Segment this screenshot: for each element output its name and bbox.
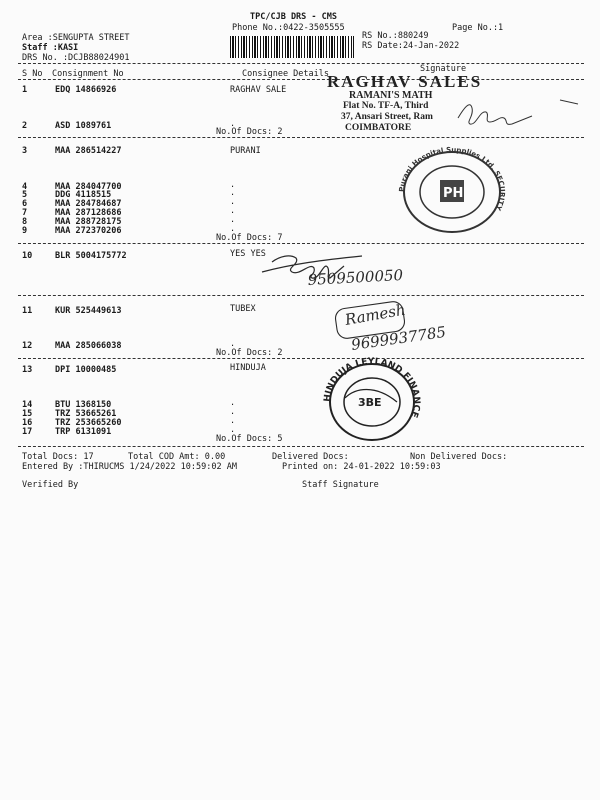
hinduja-stamp: [323, 357, 421, 440]
row-sno: 3: [22, 146, 28, 156]
row-consignee: .: [230, 206, 236, 216]
stamp-company: RAGHAV SALES: [327, 72, 483, 91]
drs-number: DRS No. :DCJB88024901: [22, 53, 130, 63]
staff-label: Staff :KASI: [22, 43, 79, 53]
row-consignee: .: [230, 416, 236, 426]
purani-stamp-ring: Purani Hospital Supplies Ltd. SECURITY: [397, 145, 507, 212]
page-number: Page No.:1: [452, 23, 504, 33]
row-consignee: .: [230, 180, 236, 190]
rs-number: RS No.:880249: [362, 31, 429, 41]
purani-stamp-center: PH: [443, 186, 464, 201]
row-consignee: RAGHAV SALE: [230, 85, 287, 95]
phone-number: Phone No.:0422-3505555: [232, 23, 345, 33]
row-consignment: MAA 288728175: [55, 217, 122, 227]
col-signature: Signature: [420, 64, 467, 74]
row-consignment: MAA 284047700: [55, 182, 122, 192]
docs-count: No.Of Docs: 7: [216, 233, 283, 243]
row-consignment: TRZ 253665260: [55, 418, 122, 428]
row-consignment: EDQ 14866926: [55, 85, 117, 95]
row-consignment: DDG 4118515: [55, 190, 112, 200]
row-sno: 5: [22, 190, 28, 200]
row-consignee: YES YES: [230, 249, 266, 259]
row-consignment: TRZ 53665261: [55, 409, 117, 419]
docs-count: No.Of Docs: 5: [216, 434, 283, 444]
row11-handwritten-name: Ramesh: [343, 300, 407, 329]
row-consignee: .: [230, 425, 236, 435]
col-consignment: Consignment No: [52, 69, 124, 79]
row-consignee: .: [230, 215, 236, 225]
row-consignment: MAA 285066038: [55, 341, 122, 351]
stamp-line: COIMBATORE: [345, 123, 412, 130]
rs-date: RS Date:24-Jan-2022: [362, 41, 460, 51]
staff-signature: Staff Signature: [302, 480, 379, 490]
raghav-signature: [458, 105, 532, 125]
drs-title: TPC/CJB DRS - CMS: [250, 12, 337, 22]
row-consignee: .: [230, 119, 236, 129]
row-consignee: .: [230, 224, 236, 234]
svg-text:HINDUJA LEYLAND FINANCE: [323, 357, 421, 419]
row-sno: 9: [22, 226, 28, 236]
row-consignee: .: [230, 407, 236, 417]
col-consignee: Consignee Details: [242, 69, 329, 79]
verified-by: Verified By: [22, 480, 79, 490]
docs-count: No.Of Docs: 2: [216, 348, 283, 358]
row-consignee: .: [230, 398, 236, 408]
stamp-line: RAMANI'S MATH: [349, 90, 433, 101]
row-consignment: MAA 287128686: [55, 208, 122, 218]
area-label: Area :SENGUPTA STREET: [22, 33, 130, 43]
row-consignee: .: [230, 339, 236, 349]
col-sno: S No: [22, 69, 43, 79]
hinduja-stamp-center: 3BE: [358, 396, 382, 409]
row-consignment: MAA 286514227: [55, 146, 122, 156]
row-consignee: PURANI: [230, 146, 261, 156]
row-consignee: .: [230, 188, 236, 198]
total-cod: Total COD Amt: 0.00: [128, 452, 226, 462]
row-sno: 17: [22, 427, 33, 437]
hinduja-stamp-ring: HINDUJA LEYLAND FINANCE: [322, 356, 422, 419]
row-consignment: BTU 1368150: [55, 400, 112, 410]
row-consignee: TUBEX: [230, 304, 256, 314]
row-sno: 10: [22, 251, 33, 261]
row-sno: 2: [22, 121, 28, 131]
non-delivered-docs: Non Delivered Docs:: [410, 452, 508, 462]
row-sno: 11: [22, 306, 33, 316]
row-sno: 8: [22, 217, 28, 227]
row-consignee: .: [230, 197, 236, 207]
total-docs: Total Docs: 17: [22, 452, 94, 462]
row-sno: 1: [22, 85, 28, 95]
row-sno: 13: [22, 365, 33, 375]
row-consignment: TRP 6131091: [55, 427, 112, 437]
row10-handwritten-number: 9509500050: [307, 266, 404, 289]
row-sno: 16: [22, 418, 33, 428]
entered-by: Entered By :THIRUCMS 1/24/2022 10:59:02 AM: [22, 462, 237, 472]
stamp-line: Flat No. TF-A, Third: [343, 101, 429, 111]
purani-stamp: [398, 146, 506, 232]
row-sno: 14: [22, 400, 33, 410]
row-consignment: BLR 5004175772: [55, 251, 127, 261]
stamp-line: 37, Ansari Street, Ram: [341, 112, 433, 122]
delivered-docs: Delivered Docs:: [272, 452, 349, 462]
docs-count: No.Of Docs: 2: [216, 127, 283, 137]
printed-on: Printed on: 24-01-2022 10:59:03: [282, 462, 441, 472]
row-consignee: HINDUJA: [230, 363, 266, 373]
row-sno: 6: [22, 199, 28, 209]
row-sno: 4: [22, 182, 28, 192]
svg-text:Purani Hospital Supplies Ltd.: [398, 146, 506, 213]
row-consignment: KUR 525449613: [55, 306, 122, 316]
row-sno: 15: [22, 409, 33, 419]
row-consignment: MAA 284784687: [55, 199, 122, 209]
row-consignment: MAA 272370206: [55, 226, 122, 236]
row-sno: 7: [22, 208, 28, 218]
row-consignment: ASD 1089761: [55, 121, 112, 131]
row11-handwritten-number: 9699937785: [350, 322, 448, 354]
row-consignment: DPI 10000485: [55, 365, 117, 375]
row-sno: 12: [22, 341, 33, 351]
